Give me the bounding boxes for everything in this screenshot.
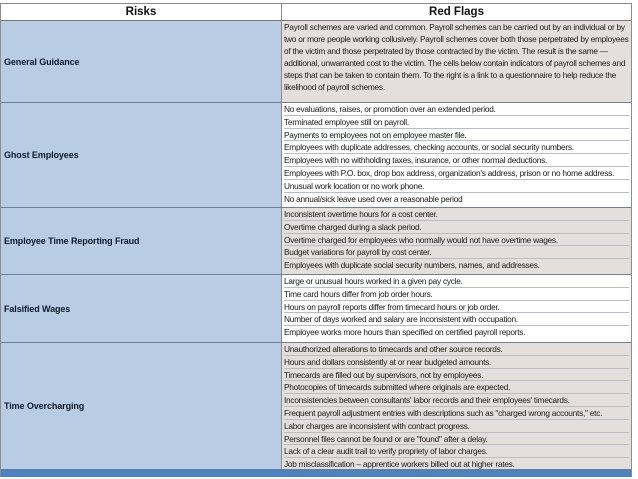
red-flag-line: Frequent payroll adjustment entries with descriptions such as "charged wrong accounts," etc.	[284, 407, 629, 420]
red-flag-line: Large or unusual hours worked in a given pay cycle.	[284, 275, 629, 288]
red-flags-cell[interactable]	[282, 21, 631, 102]
table-row-falsified-wages	[1, 275, 631, 343]
risk-cell[interactable]: Employee Time Reporting Fraud	[1, 208, 282, 274]
red-flag-line: Budget variations for payroll by cost center.	[284, 246, 629, 259]
red-flag-line: Employees with duplicate social security numbers, names, and addresses.	[284, 260, 540, 271]
red-flag-line: Labor charges are inconsistent with contract progress.	[284, 420, 629, 433]
table-row-time-overcharging	[1, 343, 631, 470]
bottom-accent-bar	[1, 469, 631, 477]
risks-column-header[interactable]: Risks	[1, 4, 282, 20]
red-flag-line: Time card hours differ from job order hours.	[284, 288, 629, 301]
table-row-general-guidance	[1, 21, 631, 103]
red-flag-line: Inconsistencies between consultants' labor records and their employees' timecards.	[284, 394, 629, 407]
red-flag-text: Payroll schemes are varied and common. Payroll schemes can be carried out by an individual or by two or more people working collusively. Payroll schemes cover both those perpetrated by employees of the victim and those perpetrated by those contracted by the victim. The result is the same — additional, unwarranted cost to the victim. The cells below contain indicators of payroll schemes and steps that can be taken to contain them. To the right is a link to a questionnaire to help reduce the likelihood of payroll schemes.	[284, 22, 629, 92]
table-header-row	[1, 3, 631, 21]
red-flag-line: Hours and dollars consistently at or near budgeted amounts.	[284, 356, 629, 369]
red-flag-line: Employee works more hours than specified on certified payroll reports.	[284, 327, 526, 338]
risk-cell[interactable]: Ghost Employees	[1, 103, 282, 207]
red-flag-line: Unauthorized alterations to timecards and other source records.	[284, 343, 629, 356]
red-flags-cell[interactable]	[282, 343, 631, 469]
red-flag-line: Inconsistent overtime hours for a cost center.	[284, 208, 629, 221]
red-flag-line: Payments to employees not on employee master file.	[284, 129, 629, 142]
red-flag-line: Personnel files cannot be found or are "found" after a delay.	[284, 433, 629, 446]
red-flags-cell[interactable]	[282, 208, 631, 274]
red-flag-line: Overtime charged for employees who normally would not have overtime wages.	[284, 234, 629, 247]
red-flag-line: Employees with no withholding taxes, insurance, or other normal deductions.	[284, 154, 629, 167]
table-row-ghost-employees	[1, 103, 631, 208]
red-flag-line: Number of days worked and salary are inconsistent with occupation.	[284, 313, 629, 326]
red-flags-cell[interactable]	[282, 103, 631, 207]
red-flag-line: Job misclassification – apprentice workers billed out at higher rates.	[284, 459, 515, 469]
red-flag-line: Overtime charged during a slack period.	[284, 221, 629, 234]
red-flag-line: Employees with duplicate addresses, checking accounts, or social security numbers.	[284, 141, 629, 154]
risk-cell[interactable]: Time Overcharging	[1, 343, 282, 469]
red-flag-line: Lack of a clear audit trail to verify propriety of labor charges.	[284, 445, 629, 458]
risk-cell[interactable]: General Guidance	[1, 21, 282, 102]
red-flag-line: Timecards are filled out by supervisors, not by employees.	[284, 369, 629, 382]
red-flag-line: No evaluations, raises, or promotion over an extended period.	[284, 103, 629, 116]
red-flag-line: Hours on payroll reports differ from timecard hours or job order.	[284, 301, 629, 314]
red-flag-line: Terminated employee still on payroll.	[284, 116, 629, 129]
red-flag-line: Employees with P.O. box, drop box address, organization's address, prison or no home address.	[284, 167, 629, 180]
red-flags-column-header[interactable]: Red Flags	[429, 6, 484, 18]
risk-cell[interactable]: Falsified Wages	[1, 275, 282, 342]
red-flag-line: Photocopies of timecards submitted where originals are expected.	[284, 381, 629, 394]
spreadsheet-table	[0, 3, 632, 477]
red-flags-cell[interactable]	[282, 275, 631, 342]
red-flag-line: No annual/sick leave used over a reasonable period	[284, 193, 463, 204]
red-flag-line: Unusual work location or no work phone.	[284, 180, 629, 193]
table-row-employee-time-reporting-fraud	[1, 208, 631, 275]
